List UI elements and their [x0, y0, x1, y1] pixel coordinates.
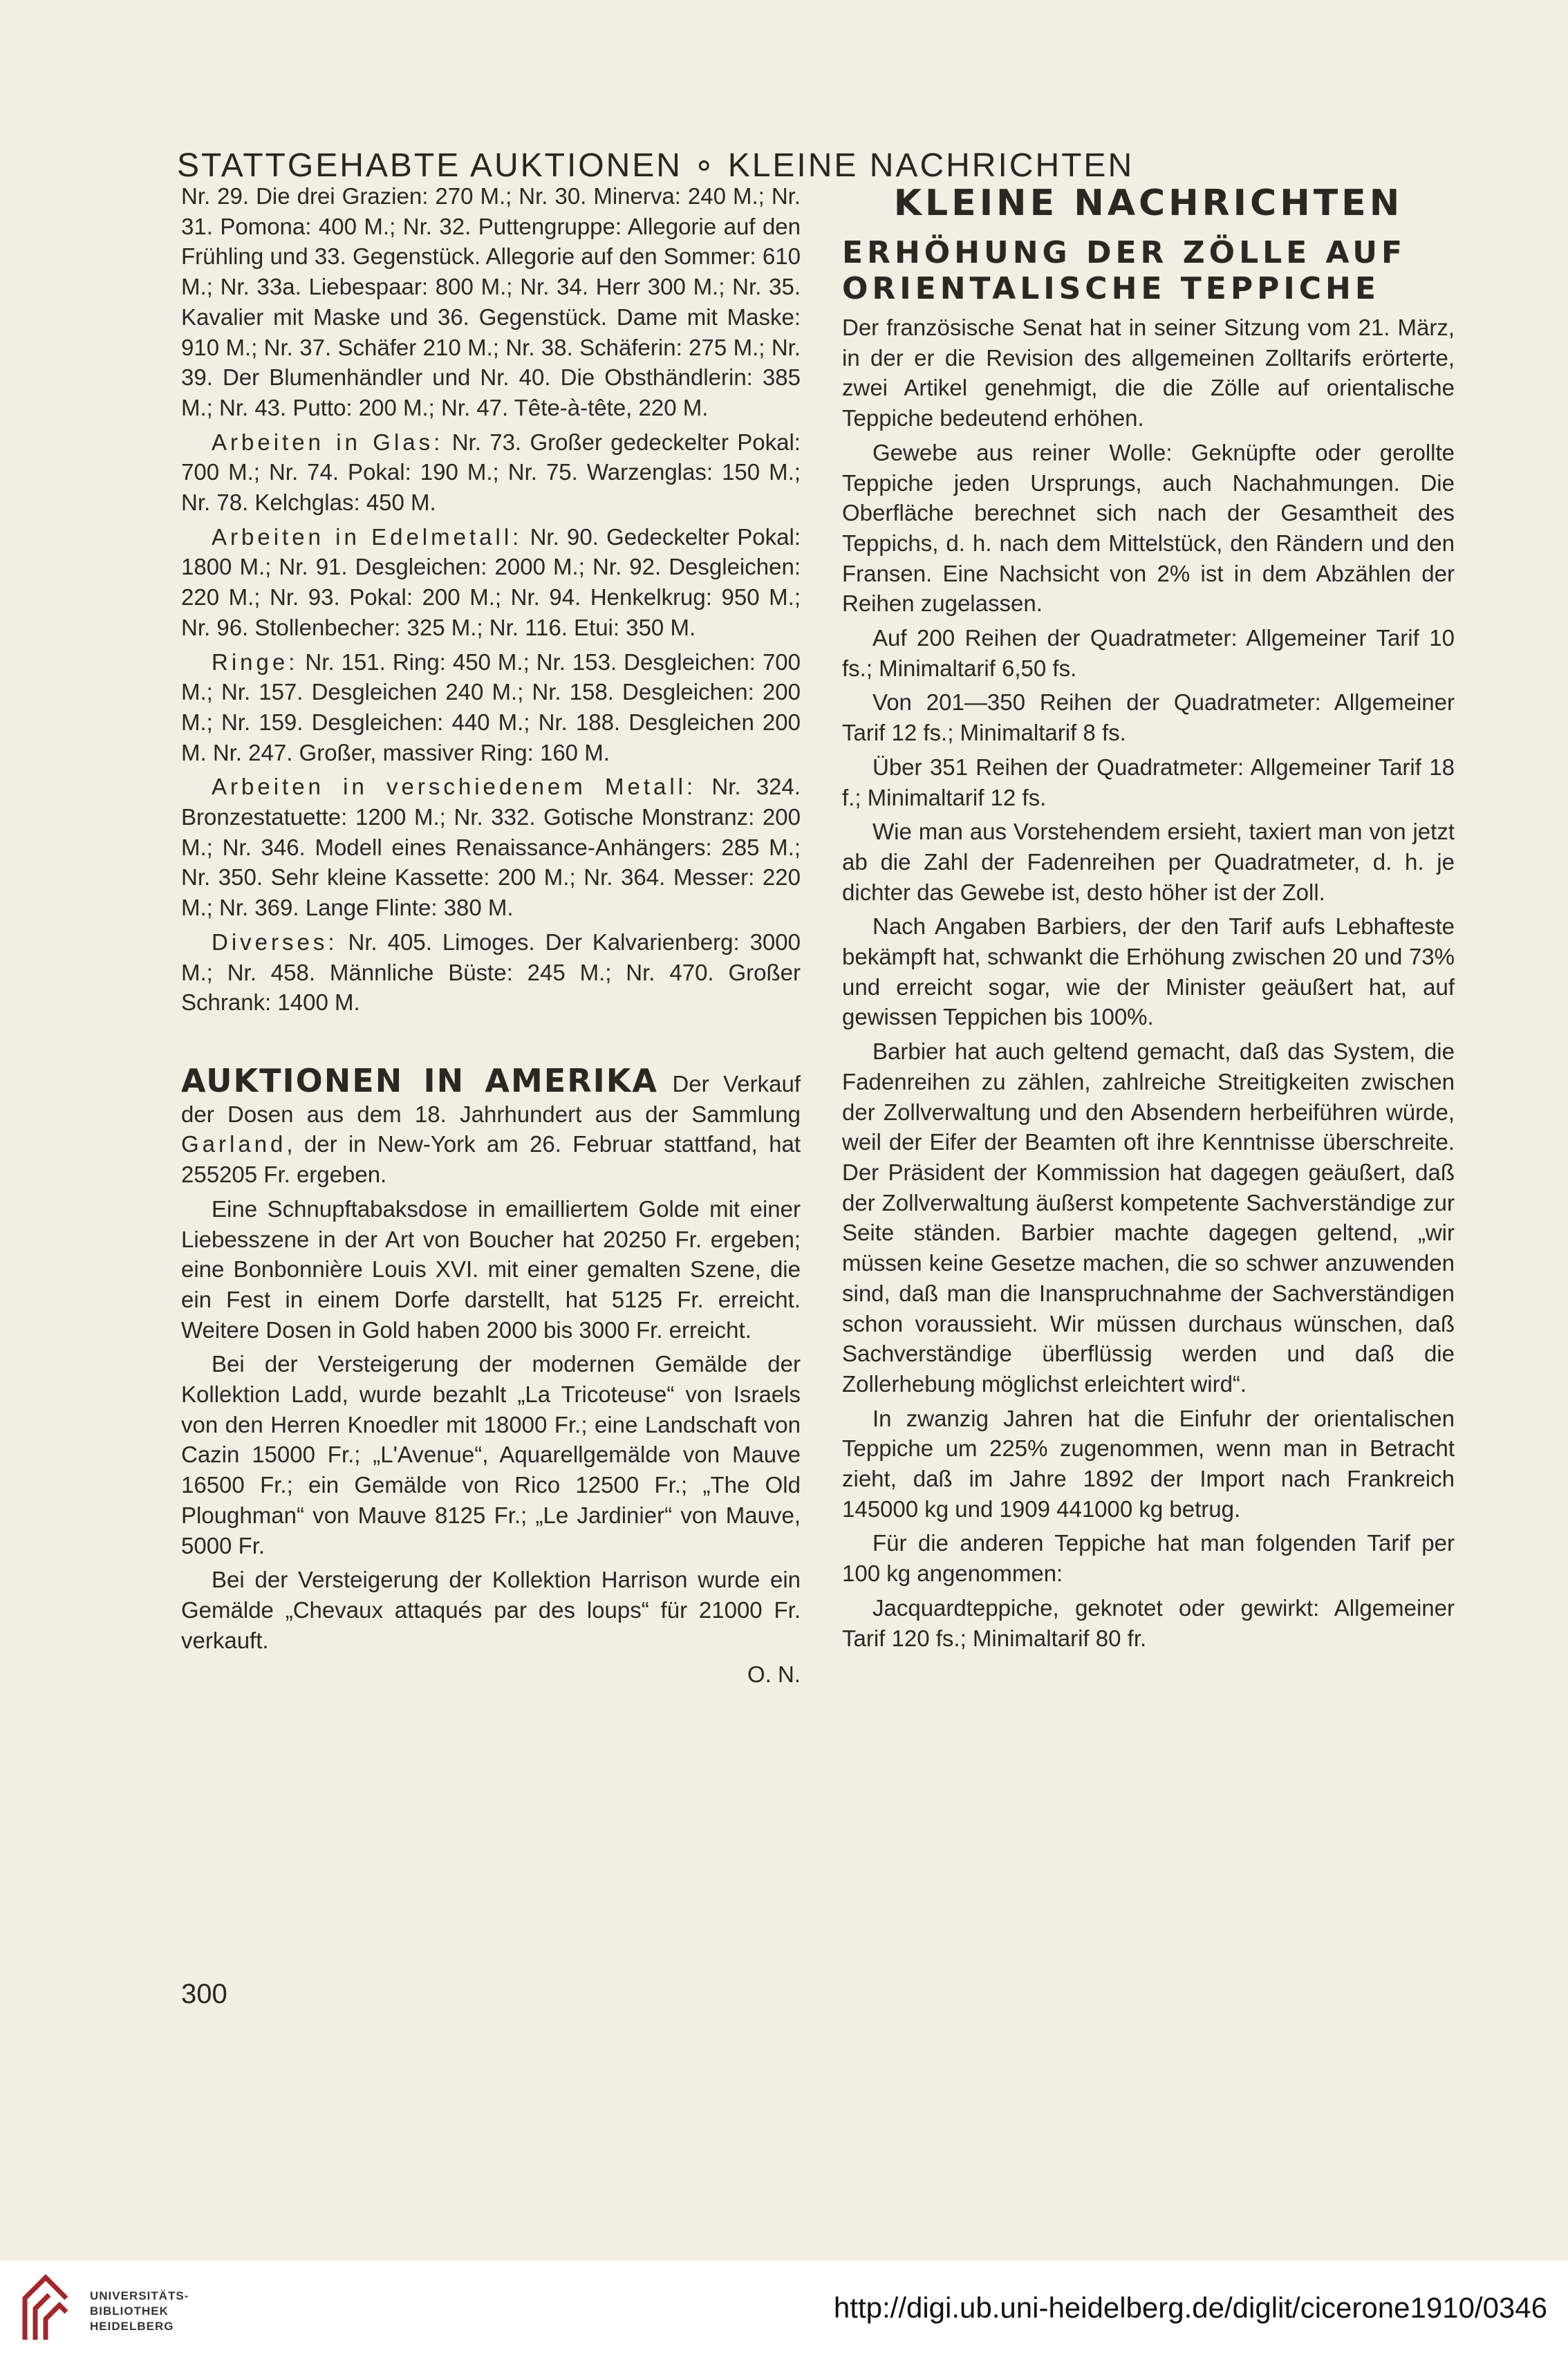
page-number: 300: [181, 1979, 227, 2009]
paragraph: Gewebe aus reiner Wolle: Geknüpfte oder gerollte Teppiche jeden Ursprungs, auch Nachahmungen. Die Oberfläche berechnet sich nach der Gesamtheit des Teppichs, d. h. nach dem Mittelstück, den Rändern und den Fransen. Eine Nachsicht von 2% ist in dem Abzählen der Reihen zugelassen.: [842, 439, 1455, 617]
auction-lots-porzellan: Nr. 29. Die drei Grazien: 270 M.; Nr. 30. Minerva: 240 M.; Nr. 31. Pomona: 400 M.; Nr. 32. Puttengruppe: Allegorie auf den Frühling und 33. Gegenstück. Allegorie auf den Sommer: 610 M.; Nr. 33a. Liebespaar: 800 M.; Nr. 34. Herr 300 M.; Nr. 35. Kavalier mit Maske und 36. Gegenstück. Dame mit Maske: 910 M.; Nr. 37. Schäfer 210 M.; Nr. 38. Schäferin: 275 M.; Nr. 39. Der Blumenhändler und Nr. 40. Die Obsthändlerin: 385 M.; Nr. 43. Putto: 200 M.; Nr. 47. Tête-à-tête, 220 M.: [181, 183, 801, 420]
library-logo-icon: [18, 2271, 73, 2347]
paragraph: Der französische Senat hat in seiner Sitzung vom 21. März, in der er die Revision des allgemeinen Zolltarifs erörterte, zwei Artikel genehmigt, die die Zölle auf orientalische Teppiche bedeutend erhöhen.: [842, 315, 1455, 431]
section-edelmetall: Arbeiten in Edelmetall: Nr. 90. Gedeckelter Pokal: 1800 M.; Nr. 91. Desgleichen: 2000 M.; Nr. 92. Desgleichen: 220 M.; Nr. 93. Pokal: 200 M.; Nr. 94. Henkelkrug: 950 M.; Nr. 96. Stollenbecher: 325 M.; Nr. 116. Etui: 350 M.: [181, 523, 801, 640]
author-signature: O. N.: [747, 1661, 801, 1688]
section-amerika-intro: AUKTIONEN IN AMERIKA Der Verkauf der Dosen aus dem 18. Jahrhundert aus der Sammlung Garland, der in New-York am 26. Februar stattfand, hat 255205 Fr. ergeben.: [181, 1061, 801, 1188]
section-label: Ringe:: [212, 649, 299, 675]
paragraph: Barbier hat auch geltend gemacht, daß das System, die Fadenreihen zu zählen, zahlreiche Streitigkeiten zwischen der Zollverwaltung und den Absendern herbeiführen würde, weil der Eifer der Beamten oft ihre Kenntnisse überschreite. Der Präsident der Kommission hat dagegen geäußert, daß der Zollverwaltung äußerst kompetente Sachverständige zur Seite ständen. Barbier machte dagegen geltend, „wir müssen keine Gesetze machen, die so schwer anzuwenden sind, daß man die Inanspruchnahme der Sachverständigen schon voraussieht. Wir müssen durchaus wünschen, daß Sachverständige überflüssig werden und daß die Zollerhebung möglichst erleichtert wird“.: [842, 1038, 1455, 1397]
paragraph: Über 351 Reihen der Quadratmeter: Allgemeiner Tarif 18 f.; Minimaltarif 12 fs.: [842, 754, 1455, 810]
section-metall: Arbeiten in verschiedenem Metall: Nr. 324. Bronzestatuette: 1200 M.; Nr. 332. Gotische Monstranz: 200 M.; Nr. 346. Modell eines Renaissance-Anhängers: 285 M.; Nr. 350. Sehr kleine Kassette: 200 M.; Nr. 364. Messer: 220 M.; Nr. 369. Lange Flinte: 380 M.: [181, 774, 801, 921]
paragraph: Nach Angaben Barbiers, der den Tarif aufs Lebhafteste bekämpft hat, schwankt die Erhöhung zwischen 20 und 73% und erreicht sogar, wie der Minister geäußert hat, auf gewissen Teppichen bis 100%.: [842, 913, 1455, 1030]
left-column: [181, 181, 801, 1690]
running-header: STATTGEHABTE AUKTIONEN ∘ KLEINE NACHRICHTEN: [177, 147, 1135, 184]
paragraph: Jacquardteppiche, geknotet oder gewirkt: Allgemeiner Tarif 120 fs.; Minimaltarif 80 fr.: [842, 1594, 1455, 1651]
section-diverses: Diverses: Nr. 405. Limoges. Der Kalvarienberg: 3000 M.; Nr. 458. Männliche Büste: 245 M.; Nr. 470. Großer Schrank: 1400 M.: [181, 929, 801, 1016]
paragraph: Bei der Versteigerung der modernen Gemälde der Kollektion Ladd, wurde bezahlt „La Tricoteuse“ von Israels von den Herren Knoedler mit 18000 Fr.; eine Landschaft von Cazin 15000 Fr.; „L'Avenue“, Aquarellgemälde von Mauve 16500 Fr.; ein Gemälde von Rico 12500 Fr.; „The Old Ploughman“ von Mauve 8125 Fr.; „Le Jardinier“ von Mauve, 5000 Fr.: [181, 1351, 801, 1558]
paragraph: Bei der Versteigerung der Kollektion Harrison wurde ein Gemälde „Chevaux attaqués par des loups“ für 21000 Fr. verkauft.: [181, 1567, 801, 1653]
section-heading-kleine-nachrichten: KLEINE NACHRICHTEN: [893, 183, 1403, 224]
article-heading-line2: ORIENTALISCHE TEPPICHE: [842, 271, 1380, 306]
paragraph: Auf 200 Reihen der Quadratmeter: Allgemeiner Tarif 10 fs.; Minimaltarif 6,50 fs.: [842, 625, 1455, 681]
section-glas: Arbeiten in Glas: Nr. 73. Großer gedeckelter Pokal: 700 M.; Nr. 74. Pokal: 190 M.; Nr. 75. Warzenglas: 150 M.; Nr. 78. Kelchglas: 450 M.: [181, 429, 801, 516]
section-ringe: Ringe: Nr. 151. Ring: 450 M.; Nr. 153. Desgleichen: 700 M.; Nr. 157. Desgleichen 240 M.; Nr. 158. Desgleichen: 200 M.; Nr. 159. Desgleichen: 440 M.; Nr. 188. Desgleichen 200 M. Nr. 247. Großer, massiver Ring: 160 M.: [181, 649, 801, 765]
paragraph: In zwanzig Jahren hat die Einfuhr der orientalischen Teppiche um 225% zugenommen, wenn man in Betracht zieht, daß im Jahre 1892 der Import nach Frankreich 145000 kg und 1909 441000 kg betrug.: [842, 1405, 1455, 1522]
digitization-footer: [0, 2261, 1568, 2366]
section-label: Diverses:: [212, 929, 338, 955]
source-url-link[interactable]: http://digi.ub.uni-heidelberg.de/diglit/cicerone1910/0346: [833, 2291, 1547, 2324]
library-name: UNIVERSITÄTS- BIBLIOTHEK HEIDELBERG: [90, 2289, 189, 2333]
paragraph: Wie man aus Vorstehendem ersieht, taxiert man von jetzt ab die Zahl der Fadenreihen per Quadratmeter, d. h. je dichter das Gewebe ist, desto höher ist der Zoll.: [842, 819, 1455, 905]
paragraph: Eine Schnupftabaksdose in emailliertem Golde mit einer Liebesszene in der Art von Boucher hat 20250 Fr. ergeben; eine Bonbonnière Louis XVI. mit einer gemalten Szene, die ein Fest in einem Dorfe darstellt, hat 5125 Fr. erreicht. Weitere Dosen in Gold haben 2000 bis 3000 Fr. erreicht.: [181, 1195, 801, 1343]
section-heading-amerika: AUKTIONEN IN AMERIKA: [181, 1061, 658, 1099]
paragraph: Für die anderen Teppiche hat man folgenden Tarif per 100 kg angenommen:: [842, 1530, 1455, 1587]
section-label: Arbeiten in verschiedenem Metall:: [212, 774, 697, 800]
paragraph: Von 201—350 Reihen der Quadratmeter: Allgemeiner Tarif 12 fs.; Minimaltarif 8 fs.: [842, 689, 1455, 746]
section-label: Arbeiten in Edelmetall:: [212, 523, 523, 550]
section-label: Arbeiten in Glas:: [212, 429, 444, 455]
right-column: [842, 181, 1455, 1657]
article-heading-line1: ERHÖHUNG DER ZÖLLE AUF: [842, 235, 1406, 270]
